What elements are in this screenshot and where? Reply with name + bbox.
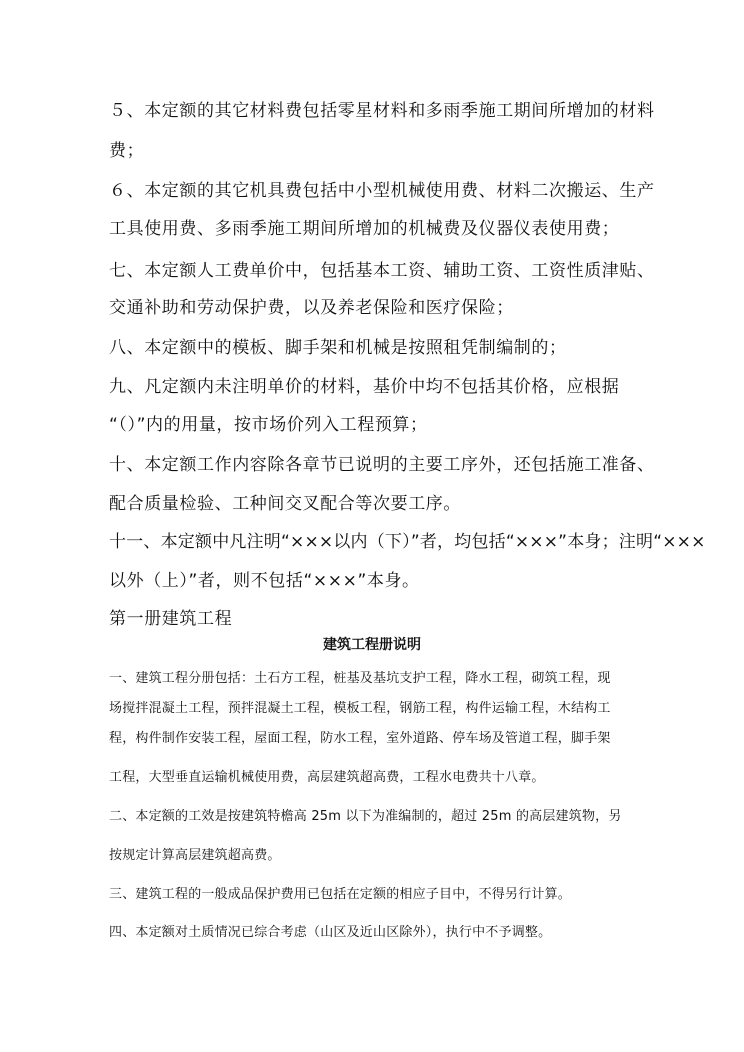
- text-line-10: 十、本定额工作内容除各章节已说明的主要工序外，还包括施工准备、: [109, 455, 655, 475]
- text-line-5: 七、本定额人工费单价中，包括基本工资、辅助工资、工资性质津贴、: [109, 261, 655, 281]
- section-line-3: 程，构件制作安装工程，屋面工程，防水工程，室外道路、停车场及管道工程，脚手架: [109, 731, 611, 746]
- text-line-7: 八、本定额中的模板、脚手架和机械是按照租凭制编制的；: [109, 338, 567, 358]
- text-line-4: 工具使用费、多雨季施工期间所增加的机械费及仪器仪表使用费；: [109, 219, 620, 239]
- text-line-2: 费；: [109, 141, 145, 161]
- text-line-3: ６、本定额的其它机具费包括中小型机械使用费、材料二次搬运、生产: [109, 181, 655, 201]
- section-line-7: 三、建筑工程的一般成品保护费用已包括在定额的相应子目中，不得另行计算。: [109, 887, 572, 902]
- text-line-9: “（）”内的用量，按市场价列入工程预算；: [109, 415, 428, 435]
- section-line-1: 一、建筑工程分册包括：土石方工程，桩基及基坑支护工程，降水工程，砌筑工程，现: [109, 671, 611, 686]
- section-line-4: 工程，大型垂直运输机械使用费，高层建筑超高费，工程水电费共十八章。: [109, 770, 545, 785]
- section-title: 建筑工程册说明: [323, 637, 421, 653]
- section-line-2: 场搅拌混凝土工程，预拌混凝土工程，模板工程，钢筋工程，构件运输工程，木结构工: [109, 701, 611, 716]
- text-line-8: 九、凡定额内未注明单价的材料，基价中均不包括其价格，应根据: [109, 377, 620, 397]
- text-line-12: 十一、本定额中凡注明“×××以内（下）”者，均包括“×××”本身；注明“×××: [109, 532, 706, 552]
- text-line-13: 以外（上）”者，则不包括“×××”本身。: [109, 571, 420, 591]
- section-line-8: 四、本定额对土质情况已综合考虑（山区及近山区除外），执行中不予调整。: [109, 925, 552, 940]
- part-heading: 第一册建筑工程: [109, 609, 233, 629]
- text-line-6: 交通补助和劳动保护费，以及养老保险和医疗保险；: [109, 298, 514, 318]
- text-line-1: ５、本定额的其它材料费包括零星材料和多雨季施工期间所增加的材料: [109, 101, 655, 121]
- text-line-11: 配合质量检验、工种间交叉配合等次要工序。: [109, 494, 461, 514]
- section-line-5: 二、本定额的工效是按建筑特檐高 25m 以下为准编制的，超过 25m 的高层建筑物，另: [109, 809, 622, 824]
- section-line-6: 按规定计算高层建筑超高费。: [109, 848, 281, 863]
